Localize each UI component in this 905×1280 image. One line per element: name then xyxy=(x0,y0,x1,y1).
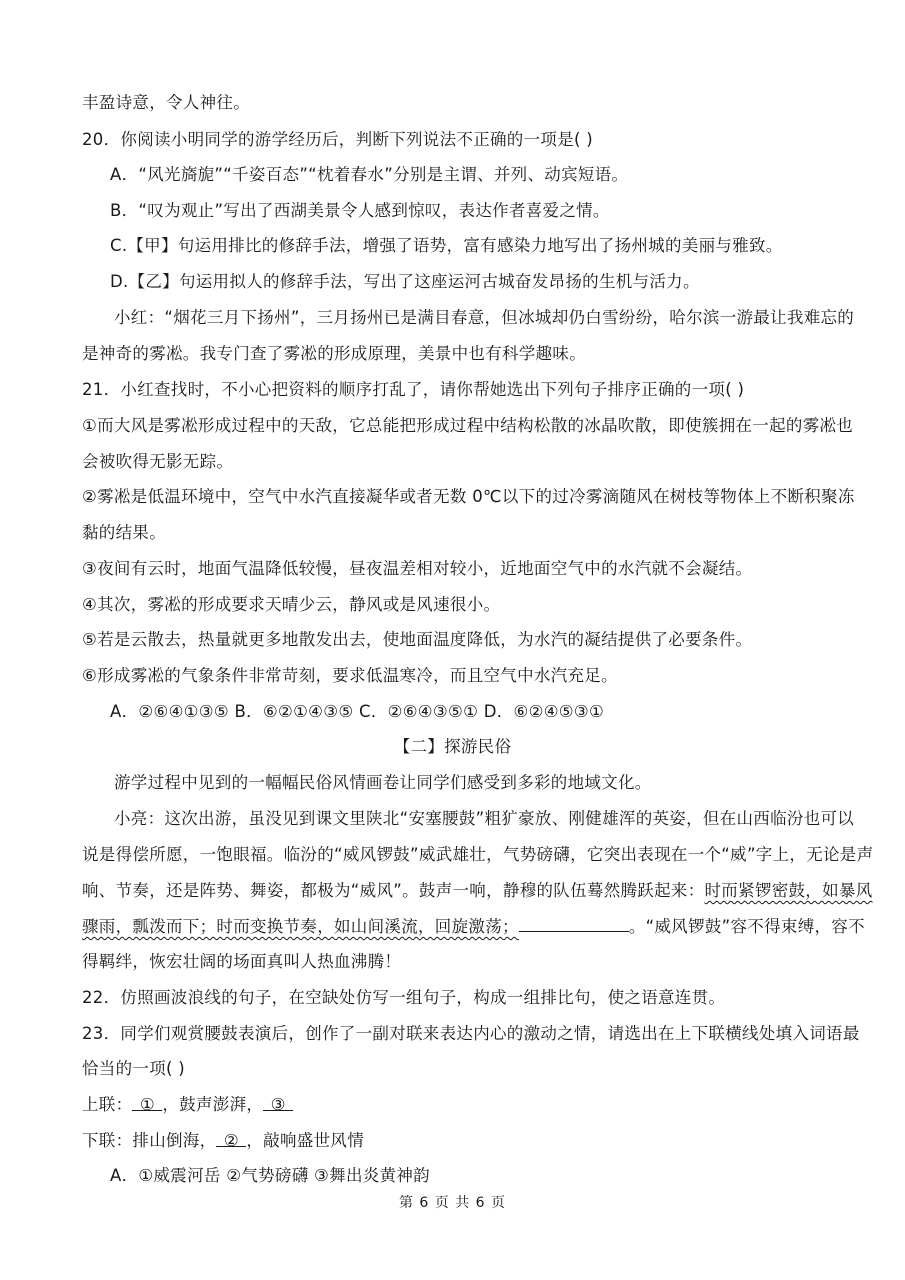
blank-1[interactable]: ① xyxy=(132,1092,162,1111)
passage-tail: 丰盈诗意，令人神往。 xyxy=(82,93,250,112)
q20-option-c: C.【甲】句运用排比的修辞手法，增强了语势，富有感染力地写出了扬州城的美丽与雅致。 xyxy=(110,236,783,255)
sentence-1-line-1: ①而大风是雾凇形成过程中的天敌，它总能把形成过程中结构松散的冰晶吹散，即使簇拥在一起的雾凇也 xyxy=(82,416,854,435)
paragraph-text: 。“威风锣鼓”容不得束缚，容不 xyxy=(628,917,865,936)
xiaoliang-paragraph-line-1: 小亮：这次出游，虽没见到课文里陕北“安塞腰鼓”粗犷豪放、刚健雄浑的英姿，但在山西临汾也可以 xyxy=(114,809,855,828)
sentence-2-line-2: 黏的结果。 xyxy=(82,523,166,542)
section-heading: 【二】探游民俗 xyxy=(393,737,512,756)
xiaoliang-paragraph-line-5: 得羁绊，恢宏壮阔的场面真叫人热血沸腾！ xyxy=(82,952,402,971)
xiaohong-paragraph-line-1: 小红：“烟花三月下扬州”，三月扬州已是满目春意，但冰城却仍白雪纷纷，哈尔滨一游最让我难忘的 xyxy=(114,308,855,327)
question-23-line-1: 23．同学们观赏腰鼓表演后，创作了一副对联来表达内心的激动之情，请选出在上下联横线处填入词语最 xyxy=(82,1024,860,1043)
wavy-underlined-sentence: 骤雨，瓢泼而下；时而变换节奏，如山间溪流，回旋激荡； xyxy=(82,917,519,936)
question-21: 21．小红查找时，不小心把资料的顺序打乱了，请你帮她选出下列句子排序正确的一项( ) xyxy=(82,380,745,399)
paragraph-text: 响、节奏，还是阵势、舞姿，都极为“威风”。鼓声一响，静穆的队伍蓦然腾跃起来： xyxy=(82,881,705,900)
sentence-5: ⑤若是云散去，热量就更多地散发出去，使地面温度降低，为水汽的凝结提供了必要条件。 xyxy=(82,630,753,649)
question-20: 20．你阅读小明同学的游学经历后，判断下列说法不正确的一项是( ) xyxy=(82,130,594,149)
q23-option-a: A．①威震河岳 ②气势磅礴 ③舞出炎黄神韵 xyxy=(110,1166,430,1185)
blank-3[interactable]: ③ xyxy=(263,1092,293,1111)
question-23-line-2: 恰当的一项( ) xyxy=(82,1059,186,1078)
sentence-2-line-1: ②雾凇是低温环境中，空气中水汽直接凝华或者无数 0℃以下的过冷雾滴随风在树枝等物体上不断积聚冻 xyxy=(82,487,855,506)
couplet-lower xyxy=(82,1128,832,1154)
page-footer: 第 6 页 共 6 页 xyxy=(398,1195,507,1211)
q21-options: A．②⑥④①③⑤ B．⑥②①④③⑤ C．②⑥④③⑤① D．⑥②④⑤③① xyxy=(110,702,605,721)
couplet-label: 上联： xyxy=(82,1095,133,1114)
xiaoliang-paragraph-line-2: 说是得偿所愿，一饱眼福。临汾的“威风锣鼓”威武雄壮，气势磅礴，它突出表现在一个“威”字上，无论是声 xyxy=(82,845,874,864)
sentence-3: ③夜间有云时，地面气温降低较慢，昼夜温差相对较小，近地面空气中的水汽就不会凝结。 xyxy=(82,559,753,578)
q20-option-b: B．“叹为观止”写出了西湖美景令人感到惊叹，表达作者喜爱之情。 xyxy=(110,201,610,220)
couplet-text: 下联：排山倒海， xyxy=(82,1131,217,1150)
sentence-4: ④其次，雾凇的形成要求天晴少云，静风或是风速很小。 xyxy=(82,595,501,614)
wavy-underlined-sentence: 时而紧锣密鼓，如暴风 xyxy=(704,881,873,900)
couplet-text: ，敲响盛世风情 xyxy=(246,1131,365,1150)
sentence-1-line-2: 会被吹得无影无踪。 xyxy=(82,452,234,471)
couplet-upper xyxy=(82,1092,832,1118)
xiaohong-paragraph-line-2: 是神奇的雾凇。我专门查了雾凇的形成原理，美景中也有科学趣味。 xyxy=(82,344,586,363)
q20-option-a: A．“风光旖旎”“千姿百态”“枕着春水”分别是主谓、并列、动宾短语。 xyxy=(110,165,629,184)
section-intro: 游学过程中见到的一幅幅民俗风情画卷让同学们感受到多彩的地域文化。 xyxy=(114,773,652,792)
blank-2[interactable]: ② xyxy=(216,1128,246,1147)
q20-option-d: D.【乙】句运用拟人的修辞手法，写出了这座运河古城奋发昂扬的生机与活力。 xyxy=(110,272,700,291)
sentence-6: ⑥形成雾凇的气象条件非常苛刻，要求低温寒冷，而且空气中水汽充足。 xyxy=(82,666,618,685)
couplet-text: ，鼓声澎湃， xyxy=(162,1095,264,1114)
xiaoliang-paragraph-line-3 xyxy=(82,878,873,904)
question-22: 22．仿照画波浪线的句子，在空缺处仿写一组句子，构成一组排比句，使之语意连贯。 xyxy=(82,988,726,1007)
fill-in-blank[interactable] xyxy=(519,913,629,932)
xiaoliang-paragraph-line-4 xyxy=(82,913,865,940)
